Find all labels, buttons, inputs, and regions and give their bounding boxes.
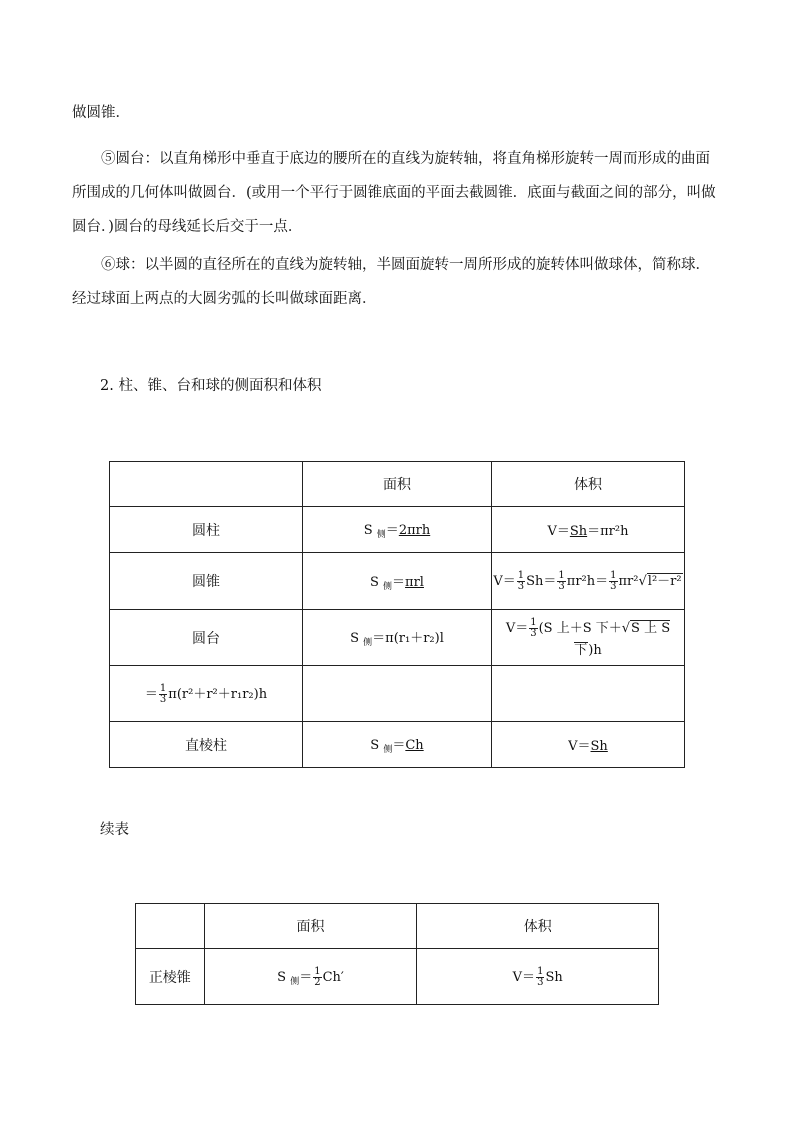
empty-cell — [491, 666, 684, 722]
table-header-row — [136, 904, 659, 949]
cone-area: S $_侧$＝πrl — [302, 553, 491, 610]
paragraph-frustum: ⑤圆台：以直角梯形中垂直于底边的腰所在的直线为旋转轴，将直角梯形旋转一周而形成的曲面所围成的几何体叫做圆台．(或用一个平行于圆锥底面的平面去截圆锥．底面与截面之间的部分，叫做圆台．)圆台的母线延长后交于一点． — [72, 151, 716, 235]
table-row — [136, 949, 659, 1005]
row-label-cone: 圆锥 — [110, 553, 303, 610]
header-empty — [136, 904, 205, 949]
prism-area: S $_侧$＝Ch — [302, 722, 491, 768]
header-area: 面积 — [204, 904, 417, 949]
frustum-volume: V＝ $\frac{1}{3}$ (S 上＋S 下＋√S 上 S 下)h — [491, 610, 684, 666]
table-row — [110, 666, 685, 722]
header-volume: 体积 — [417, 904, 659, 949]
header-area: 面积 — [302, 462, 491, 507]
row-label-prism: 直棱柱 — [110, 722, 303, 768]
empty-cell — [302, 666, 491, 722]
header-empty — [110, 462, 303, 507]
table-row — [110, 507, 685, 553]
row-label-frustum: 圆台 — [110, 610, 303, 666]
table-row — [110, 610, 685, 666]
table-header-row — [110, 462, 685, 507]
formula-table — [109, 461, 685, 768]
table-row — [110, 722, 685, 768]
header-volume: 体积 — [491, 462, 684, 507]
cylinder-area: S $_侧$＝2πrh — [302, 507, 491, 553]
continued-label: 续表 — [100, 822, 129, 838]
table-row — [110, 553, 685, 610]
frustum-volume-continued: ＝ $\frac{1}{3}$ π(r²＋r²＋r₁r₂)h — [110, 666, 303, 722]
section-heading: 2. 柱、锥、台和球的侧面积和体积 — [100, 378, 322, 394]
cone-volume: V＝ $\frac{1}{3}$ Sh＝ $\frac{1}{3}$ πr²h＝ $\frac{1}{3}$ πr²√l²－r² — [491, 553, 684, 610]
cylinder-volume: V＝Sh＝πr²h — [491, 507, 684, 553]
prism-volume: V＝Sh — [491, 722, 684, 768]
row-label-pyramid: 正棱锥 — [136, 949, 205, 1005]
paragraph-sphere: ⑥球：以半圆的直径所在的直线为旋转轴，半圆面旋转一周所形成的旋转体叫做球体，简称球．经过球面上两点的大圆劣弧的长叫做球面距离． — [72, 257, 710, 307]
paragraph-cone-end: 做圆锥． — [72, 105, 130, 121]
pyramid-area: S $_侧$＝ $\frac{1}{2}$ Ch′ — [204, 949, 417, 1005]
row-label-cylinder: 圆柱 — [110, 507, 303, 553]
frustum-area: S $_侧$＝π(r₁＋r₂)l — [302, 610, 491, 666]
formula-table-continued — [135, 903, 659, 1005]
pyramid-volume: V＝ $\frac{1}{3}$ Sh — [417, 949, 659, 1005]
